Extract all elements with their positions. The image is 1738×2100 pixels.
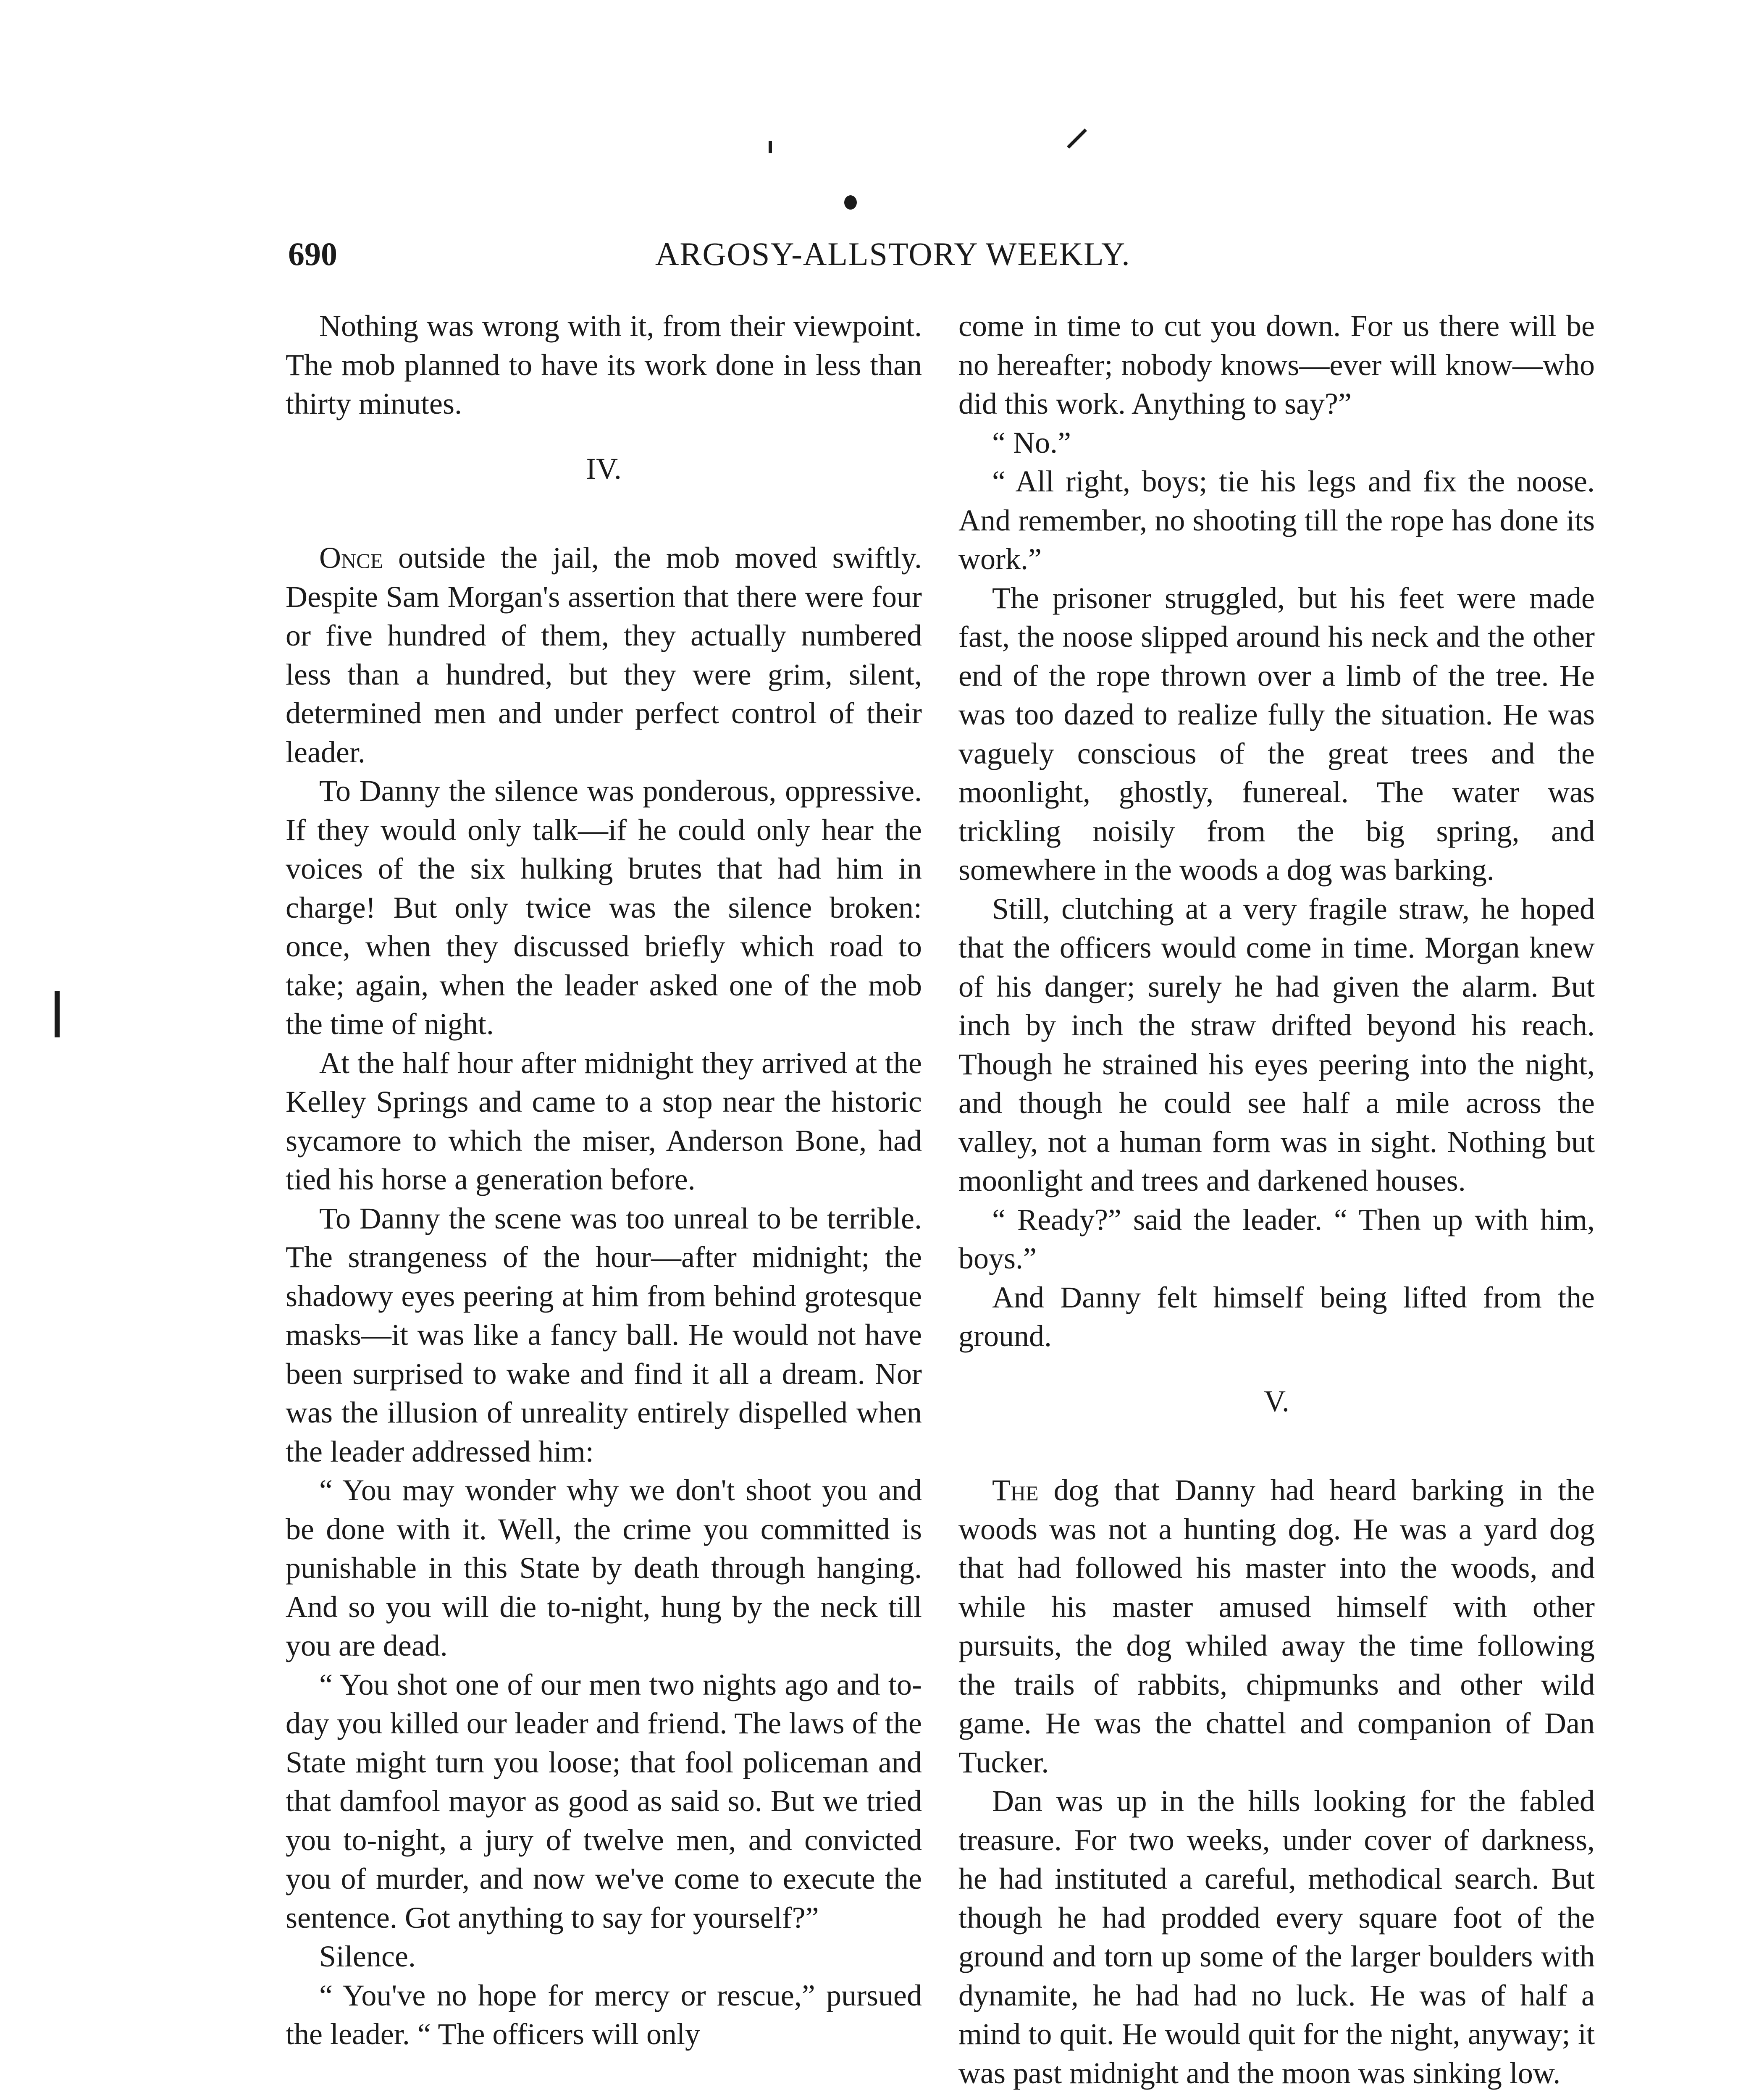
paragraph: At the half hour after midnight they arrived at the Kelley Springs and came to a stop near the historic sycamore to which the miser, Anderson Bone, had tied his horse a generation before. xyxy=(286,1046,922,1196)
paragraph: Dan was up in the hills looking for the fabled treasure. For two weeks, under cover of darkness, he had instituted a careful, methodical search. But though he had prodded every square foot of the ground and torn up some of the larger boulders with dynamite, he had had no luck. He was of half a mind to quit. He would quit for the night, anyway; it was past midnight and the moon was sinking low. xyxy=(958,1784,1595,2090)
small-caps-lead: The xyxy=(992,1473,1039,1507)
paragraph: To Danny the silence was ponderous, oppressive. If they would only talk—if he could only hear the voices of the six hulking brutes that had him in charge! But only twice was the silence broken: once, when they discussed briefly which road to take; again, when the leader asked one of the mob the time of night. xyxy=(286,774,922,1041)
left-column xyxy=(286,307,922,2054)
section-heading: V. xyxy=(1264,1384,1289,1418)
paragraph xyxy=(958,1471,1595,1782)
paragraph: The prisoner struggled, but his feet were made fast, the noose slipped around his neck and the other end of the rope thrown over a limb of the tree. He was too dazed to realize fully the situation. He was vaguely conscious of the great trees and the moonlight, ghostly, funereal. The water was trickling noisily from the big spring, and somewhere in the woods a dog was barking. xyxy=(958,581,1595,887)
scan-mark xyxy=(55,991,60,1037)
paragraph: Nothing was wrong with it, from their viewpoint. The mob planned to have its work done in less than thirty minutes. xyxy=(286,309,922,420)
paragraph: To Danny the scene was too unreal to be terrible. The strangeness of the hour—after midnight; the shadowy eyes peering at him from behind grotesque masks—it was like a fancy ball. He would not have been surprised to wake and find it all a dream. Nor was the illusion of unreality entirely dispelled when the leader addressed him: xyxy=(286,1201,922,1468)
running-head: ARGOSY-ALLSTORY WEEKLY. xyxy=(655,236,1131,272)
paragraph: Still, clutching at a very fragile straw, he hoped that the officers would come in time. Morgan knew of his danger; surely he had given the alarm. But inch by inch the straw drifted beyond his reach. Though he strained his eyes peering into the night, and though he could see half a mile across the valley, not a human form was in sight. Nothing but moonlight and trees and darkened houses. xyxy=(958,892,1595,1197)
paragraph: Silence. xyxy=(319,1940,416,1973)
paragraph: And Danny felt himself being lifted from the ground. xyxy=(958,1280,1595,1353)
section-heading: IV. xyxy=(586,452,622,486)
paragraph: “ You've no hope for mercy or rescue,” pursued the leader. “ The officers will only xyxy=(286,1978,922,2051)
paragraph: “ You shot one of our men two nights ago and to-day you killed our leader and friend. The laws of the State might turn you loose; that fool policeman and that damfool mayor as good as said so. But we tried you to-night, a jury of twelve men, and convicted you of murder, and now we've come to execute the sentence. Got anything to say for yourself?” xyxy=(286,1667,922,1935)
scan-mark xyxy=(1067,129,1087,149)
paragraph: “ You may wonder why we don't shoot you and be done with it. Well, the crime you committed is punishable in this State by death through hanging. And so you will die to-night, hung by the neck till you are dead. xyxy=(286,1473,922,1662)
paragraph: “ All right, boys; tie his legs and fix the noose. And remember, no shooting till the rope has done its work.” xyxy=(958,465,1595,576)
small-caps-lead: Once xyxy=(319,541,383,575)
scan-mark xyxy=(769,141,772,153)
paragraph-text: dog that Danny had heard barking in the woods was not a hunting dog. He was a yard dog that had followed his master into the woods, and while his master amused himself with other pursuits, the dog whiled away the time following the trails of rabbits, chipmunks and other wild game. He was the chattel and companion of Dan Tucker. xyxy=(958,1473,1595,1779)
scan-mark xyxy=(844,195,857,210)
paragraph-text: outside the jail, the mob moved swiftly. Despite Sam Morgan's assertion that there were four or five hundred of them, they actually numbered less than a hundred, but they were grim, silent, determined men and under perfect control of their leader. xyxy=(286,541,922,769)
paragraph: come in time to cut you down. For us there will be no hereafter; nobody knows—ever will know—who did this work. Anything to say?” xyxy=(958,309,1595,420)
paragraph: “ Ready?” said the leader. “ Then up with him, boys.” xyxy=(958,1202,1595,1275)
paragraph: “ No.” xyxy=(992,425,1071,459)
page-number: 690 xyxy=(288,236,337,272)
paragraph xyxy=(286,538,922,772)
right-column xyxy=(958,307,1595,2092)
